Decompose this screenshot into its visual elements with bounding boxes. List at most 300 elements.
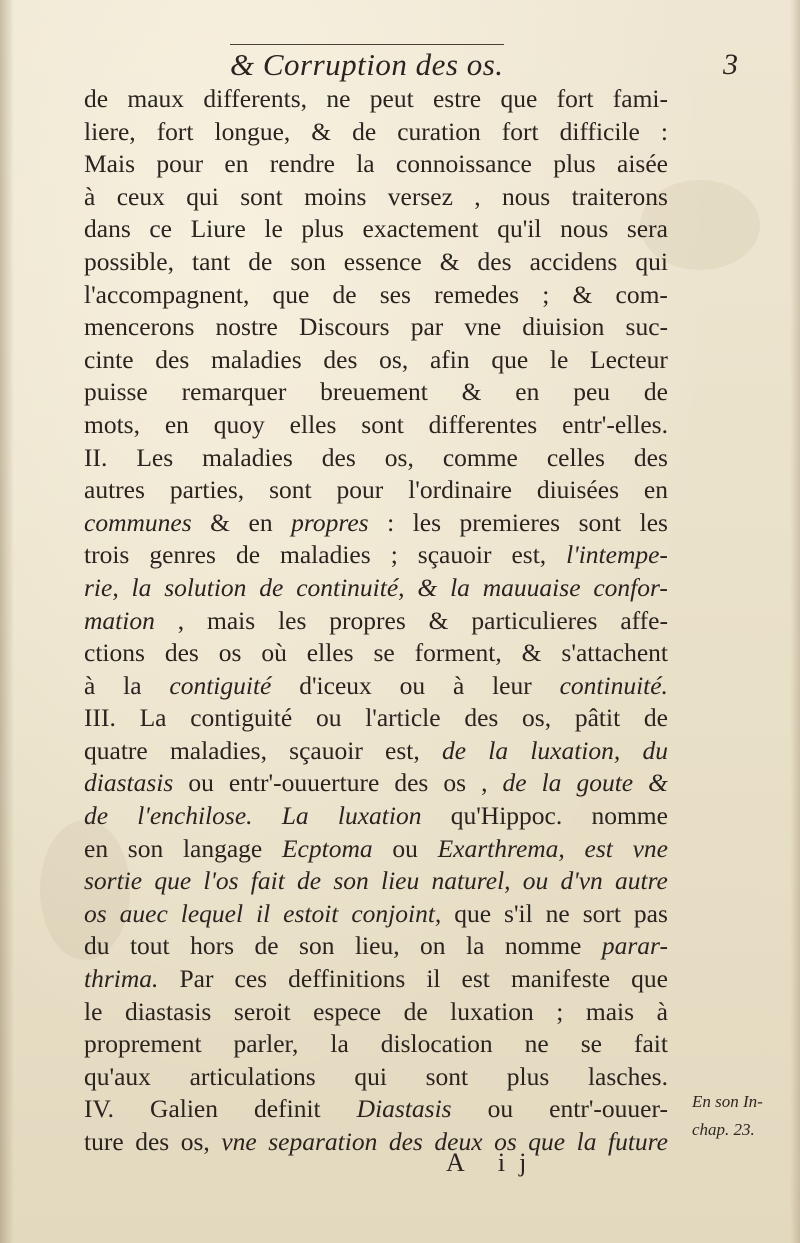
word: diastasis xyxy=(84,768,174,798)
word: : xyxy=(660,116,668,146)
text-line xyxy=(84,410,668,443)
word: sont xyxy=(361,409,404,439)
word: diastasis xyxy=(124,996,212,1026)
word: genres xyxy=(149,540,216,570)
word: sont xyxy=(578,507,622,537)
word: des xyxy=(394,768,429,798)
word: mauuaise xyxy=(482,572,581,602)
word: de xyxy=(441,735,467,765)
word: l'article xyxy=(365,703,441,733)
text-line xyxy=(84,834,668,867)
word: leur xyxy=(492,670,532,700)
word: deffinitions xyxy=(288,964,406,994)
word: entr'-ouuerture xyxy=(228,768,380,798)
word: La xyxy=(139,703,167,733)
word: connoissance xyxy=(395,149,532,179)
word: de xyxy=(84,801,109,831)
word: aisée xyxy=(617,149,668,179)
word: son xyxy=(290,246,326,276)
word: que xyxy=(154,866,192,896)
word: ou xyxy=(392,833,418,863)
word: II. xyxy=(84,442,108,472)
word: suc- xyxy=(625,312,668,342)
word: fait xyxy=(250,866,285,896)
word: naturel, xyxy=(431,866,511,896)
word: de xyxy=(502,768,527,798)
word: il xyxy=(426,964,441,994)
word: lasches. xyxy=(587,1061,668,1091)
text-line xyxy=(84,703,668,736)
word: maux xyxy=(127,84,185,113)
text-line xyxy=(84,671,668,704)
word: l'accompagnent, xyxy=(84,279,250,309)
word: auec xyxy=(119,898,168,928)
page-number: 3 xyxy=(723,48,738,81)
word: ne xyxy=(524,1029,549,1059)
word: ou xyxy=(487,1094,514,1124)
word: Mais xyxy=(84,149,135,179)
word: entr'-ouuer- xyxy=(549,1094,668,1124)
word: rendre xyxy=(269,149,335,179)
word: la xyxy=(123,670,142,700)
word: fort xyxy=(501,116,539,146)
word: des xyxy=(135,1127,170,1156)
word: des xyxy=(633,442,668,472)
word: parties, xyxy=(169,475,245,505)
text-line xyxy=(84,377,668,410)
word: l'ordinaire xyxy=(408,475,512,505)
word: & xyxy=(311,116,332,146)
text-line xyxy=(84,1094,668,1127)
word: plus xyxy=(506,1061,550,1091)
word: : xyxy=(387,507,395,537)
word: les xyxy=(278,605,307,635)
word: en xyxy=(248,507,273,537)
word: puisse xyxy=(84,377,148,407)
word: à xyxy=(84,181,96,211)
word: qui xyxy=(186,181,219,211)
word: maladies xyxy=(280,540,371,570)
word: os, xyxy=(384,442,414,472)
word: que xyxy=(454,898,492,928)
word: ture xyxy=(84,1127,124,1156)
word: luxation xyxy=(337,801,422,831)
word: fait xyxy=(634,1029,668,1059)
text-line xyxy=(84,638,668,671)
word: dislocation xyxy=(380,1029,493,1059)
word: le xyxy=(84,996,103,1026)
word: La xyxy=(281,801,309,831)
word: la xyxy=(450,572,470,602)
word: hors xyxy=(190,931,235,961)
marginal-note-line: chap. 23. xyxy=(692,1120,755,1139)
word: de xyxy=(84,84,109,113)
word: sortie xyxy=(84,866,143,896)
word: sort xyxy=(582,898,621,928)
word: de xyxy=(332,279,357,309)
text-line xyxy=(84,475,668,508)
word: seroit xyxy=(233,996,291,1026)
word: Par xyxy=(179,964,214,994)
word: qui xyxy=(354,1061,387,1091)
word: & xyxy=(428,605,449,635)
word: conjoint, xyxy=(351,898,442,928)
word: fami- xyxy=(612,84,668,113)
word: à xyxy=(84,670,96,700)
word: fort xyxy=(156,116,194,146)
word: & xyxy=(648,768,668,798)
text-line xyxy=(84,899,668,932)
word: sçauoir xyxy=(289,735,363,765)
word: sçauoir xyxy=(417,540,492,570)
word: ou xyxy=(522,866,549,896)
word: qu'Hippoc. xyxy=(450,801,563,831)
word: des xyxy=(321,442,356,472)
word: du xyxy=(642,735,668,765)
word: pour xyxy=(336,475,384,505)
text-line xyxy=(84,247,668,280)
word: versez xyxy=(387,181,453,211)
word: du xyxy=(84,931,110,961)
word: elles xyxy=(306,638,354,668)
text-line xyxy=(84,931,668,964)
word: sera xyxy=(626,214,668,244)
word: la xyxy=(576,1127,597,1156)
text-line xyxy=(84,214,668,247)
word: est, xyxy=(511,540,547,570)
word: l'os xyxy=(203,866,239,896)
word: premieres xyxy=(459,507,561,537)
text-line xyxy=(84,182,668,215)
word: diuision xyxy=(522,312,605,342)
word: goute xyxy=(576,768,634,798)
word: pas xyxy=(633,898,668,928)
word: se xyxy=(580,1029,602,1059)
word: IV. xyxy=(84,1094,114,1124)
word: pâtit xyxy=(574,703,621,733)
word: & xyxy=(417,572,438,602)
word: autres xyxy=(84,475,145,505)
word: des xyxy=(464,703,499,733)
text-line xyxy=(84,736,668,769)
text-line xyxy=(84,84,668,117)
word: ; xyxy=(390,540,398,570)
word: separation xyxy=(268,1127,378,1156)
word: des xyxy=(323,344,358,374)
word: en xyxy=(84,833,109,863)
word: entr'-elles. xyxy=(562,409,668,439)
word: en xyxy=(515,377,540,407)
word: os, xyxy=(180,1127,210,1156)
word: les xyxy=(412,507,442,537)
word: os xyxy=(494,1127,517,1156)
word: qui xyxy=(635,246,668,276)
word: que xyxy=(272,279,310,309)
word: ceux xyxy=(116,181,165,211)
word: nostre xyxy=(215,312,278,342)
word: estoit xyxy=(283,898,339,928)
text-line xyxy=(84,606,668,639)
word: Galien xyxy=(150,1094,219,1124)
word: remedes xyxy=(434,279,520,309)
word: des xyxy=(388,1127,423,1156)
word: le xyxy=(549,344,569,374)
word: à xyxy=(656,996,668,1026)
word: III. xyxy=(84,703,116,733)
word: ses xyxy=(379,279,411,309)
word: trois xyxy=(84,540,130,570)
word: continuité, xyxy=(296,572,405,602)
text-line xyxy=(84,149,668,182)
word: Les xyxy=(136,442,174,472)
word: Liure xyxy=(190,214,246,244)
word: la xyxy=(466,931,485,961)
word: maladies xyxy=(202,442,293,472)
word: ce xyxy=(149,214,172,244)
word: tant xyxy=(191,246,231,276)
word: s'attachent xyxy=(561,638,668,668)
word: de xyxy=(352,116,377,146)
text-line xyxy=(84,768,668,801)
word: os xyxy=(84,898,107,928)
word: l'intempe- xyxy=(566,540,668,570)
word: les xyxy=(639,507,668,537)
word: vne xyxy=(221,1127,257,1156)
text-line xyxy=(84,280,668,313)
word: de xyxy=(248,246,273,276)
word: mencerons xyxy=(84,312,195,342)
word: la xyxy=(330,1029,349,1059)
word: on xyxy=(420,931,446,961)
word: qu'aux xyxy=(84,1061,151,1091)
signature-mark: A ij xyxy=(446,1148,541,1177)
word: luxation, xyxy=(530,735,621,765)
text-line xyxy=(84,1062,668,1095)
word: son xyxy=(127,833,164,863)
word: s'il xyxy=(504,898,533,928)
word: nous xyxy=(502,181,551,211)
word: Diastasis xyxy=(356,1094,452,1124)
word: à xyxy=(452,670,465,700)
word: nous xyxy=(560,214,609,244)
text-line xyxy=(84,443,668,476)
word: & xyxy=(210,507,230,537)
word: deux xyxy=(434,1127,483,1156)
word: ne xyxy=(326,84,351,113)
word: differentes xyxy=(428,409,538,439)
word: peu xyxy=(573,377,611,407)
word: est xyxy=(461,964,490,994)
word: , xyxy=(474,181,481,211)
word: Discours xyxy=(298,312,390,342)
word: comme xyxy=(442,442,518,472)
word: sont xyxy=(240,181,283,211)
word: , xyxy=(481,768,488,798)
text-line xyxy=(84,540,668,573)
word: parler, xyxy=(233,1029,299,1059)
word: lieu xyxy=(380,866,420,896)
word: fort xyxy=(556,84,594,113)
text-line xyxy=(84,117,668,150)
word: definit xyxy=(254,1094,321,1124)
word: son xyxy=(299,931,335,961)
word: parar- xyxy=(601,931,668,961)
word: des xyxy=(477,246,512,276)
word: vne xyxy=(632,833,668,863)
word: la xyxy=(131,572,152,602)
word: accidens xyxy=(529,246,618,276)
word: os xyxy=(218,638,242,668)
word: contiguité xyxy=(190,703,293,733)
word: diuisées xyxy=(536,475,619,505)
word: le xyxy=(264,214,283,244)
word: solution xyxy=(164,572,247,602)
word: langage xyxy=(182,833,263,863)
text-line xyxy=(84,964,668,997)
word: moins xyxy=(304,181,367,211)
word: cinte xyxy=(84,344,134,374)
word: maladies, xyxy=(169,735,267,765)
word: & xyxy=(439,246,460,276)
word: forment, xyxy=(414,638,502,668)
word: lieu, xyxy=(354,931,400,961)
word: quoy xyxy=(213,409,265,439)
word: Ecptoma xyxy=(281,833,373,863)
word: longue, xyxy=(214,116,291,146)
text-line xyxy=(84,1127,668,1160)
word: com- xyxy=(615,279,668,309)
word: est xyxy=(584,833,613,863)
word: de xyxy=(235,540,261,570)
running-head-title: & Corruption des os. xyxy=(230,44,504,83)
running-head xyxy=(220,40,760,88)
word: mais xyxy=(207,605,256,635)
word: pour xyxy=(156,149,204,179)
word: articulations xyxy=(189,1061,316,1091)
word: nomme xyxy=(591,801,668,831)
word: que xyxy=(491,344,529,374)
text-line xyxy=(84,508,668,541)
word: ces xyxy=(234,964,268,994)
word: où xyxy=(261,638,287,668)
word: quatre xyxy=(84,735,148,765)
word: exactement xyxy=(362,214,479,244)
word: os xyxy=(443,768,467,798)
word: estre xyxy=(432,84,482,113)
word: de xyxy=(643,703,668,733)
word: tout xyxy=(129,931,170,961)
word: difficile xyxy=(559,116,640,146)
word: curation xyxy=(397,116,481,146)
word: plus xyxy=(553,149,596,179)
word: differents, xyxy=(203,84,308,113)
word: propres xyxy=(329,605,406,635)
word: ; xyxy=(556,996,564,1026)
word: possible, xyxy=(84,246,174,276)
word: elles xyxy=(289,409,337,439)
word: os, xyxy=(379,344,409,374)
word: afin xyxy=(429,344,470,374)
word: de xyxy=(643,377,668,407)
text-line xyxy=(84,866,668,899)
word: que xyxy=(500,84,538,113)
word: la xyxy=(356,149,375,179)
word: breuement xyxy=(320,377,428,407)
word: mation xyxy=(84,605,155,635)
word: la xyxy=(488,735,509,765)
word: de xyxy=(259,572,284,602)
text-line xyxy=(84,312,668,345)
word: communes xyxy=(84,507,192,537)
word: des xyxy=(155,344,190,374)
word: d'iceux xyxy=(299,670,372,700)
word: sont xyxy=(269,475,312,505)
word: thrima. xyxy=(84,964,159,994)
word: lequel xyxy=(180,898,244,928)
word: peut xyxy=(369,84,414,113)
word: confor- xyxy=(593,572,668,602)
word: & xyxy=(572,279,593,309)
word: ou xyxy=(399,670,426,700)
word: , xyxy=(177,605,185,635)
word: traiterons xyxy=(571,181,668,211)
word: de xyxy=(403,996,428,1026)
word: liere, xyxy=(84,116,136,146)
word: vne xyxy=(464,312,502,342)
word: plus xyxy=(301,214,344,244)
word: ctions xyxy=(84,638,145,668)
word: sont xyxy=(425,1061,469,1091)
word: la xyxy=(541,768,562,798)
word: essence xyxy=(343,246,422,276)
word: mots, xyxy=(84,409,140,439)
text-line xyxy=(84,801,668,834)
word: il xyxy=(256,898,271,928)
word: rie, xyxy=(84,572,119,602)
word: affe- xyxy=(620,605,668,635)
word: par xyxy=(410,312,444,342)
word: en xyxy=(643,475,668,505)
word: des xyxy=(164,638,199,668)
word: ; xyxy=(542,279,550,309)
word: maladies xyxy=(211,344,302,374)
word: est, xyxy=(385,735,420,765)
word: son xyxy=(333,866,369,896)
word: propres xyxy=(291,507,369,537)
text-line xyxy=(84,1029,668,1062)
marginal-note-line: En son In- xyxy=(692,1092,763,1111)
word: contiguité xyxy=(169,670,272,700)
word: espece xyxy=(313,996,382,1026)
text-line xyxy=(84,573,668,606)
word: & xyxy=(461,377,482,407)
word: continuité. xyxy=(559,670,668,700)
word: particulieres xyxy=(471,605,598,635)
word: qu'il xyxy=(497,214,542,244)
word: que xyxy=(631,964,668,994)
word: celles xyxy=(546,442,605,472)
word: que xyxy=(528,1127,566,1156)
word: mais xyxy=(585,996,635,1026)
marginal-note xyxy=(692,1088,796,1144)
word: & xyxy=(521,638,542,668)
word: remarquer xyxy=(181,377,287,407)
word: se xyxy=(373,638,395,668)
word: en xyxy=(224,149,249,179)
word: d'vn xyxy=(560,866,603,896)
word: future xyxy=(608,1127,668,1156)
word: luxation xyxy=(450,996,534,1026)
